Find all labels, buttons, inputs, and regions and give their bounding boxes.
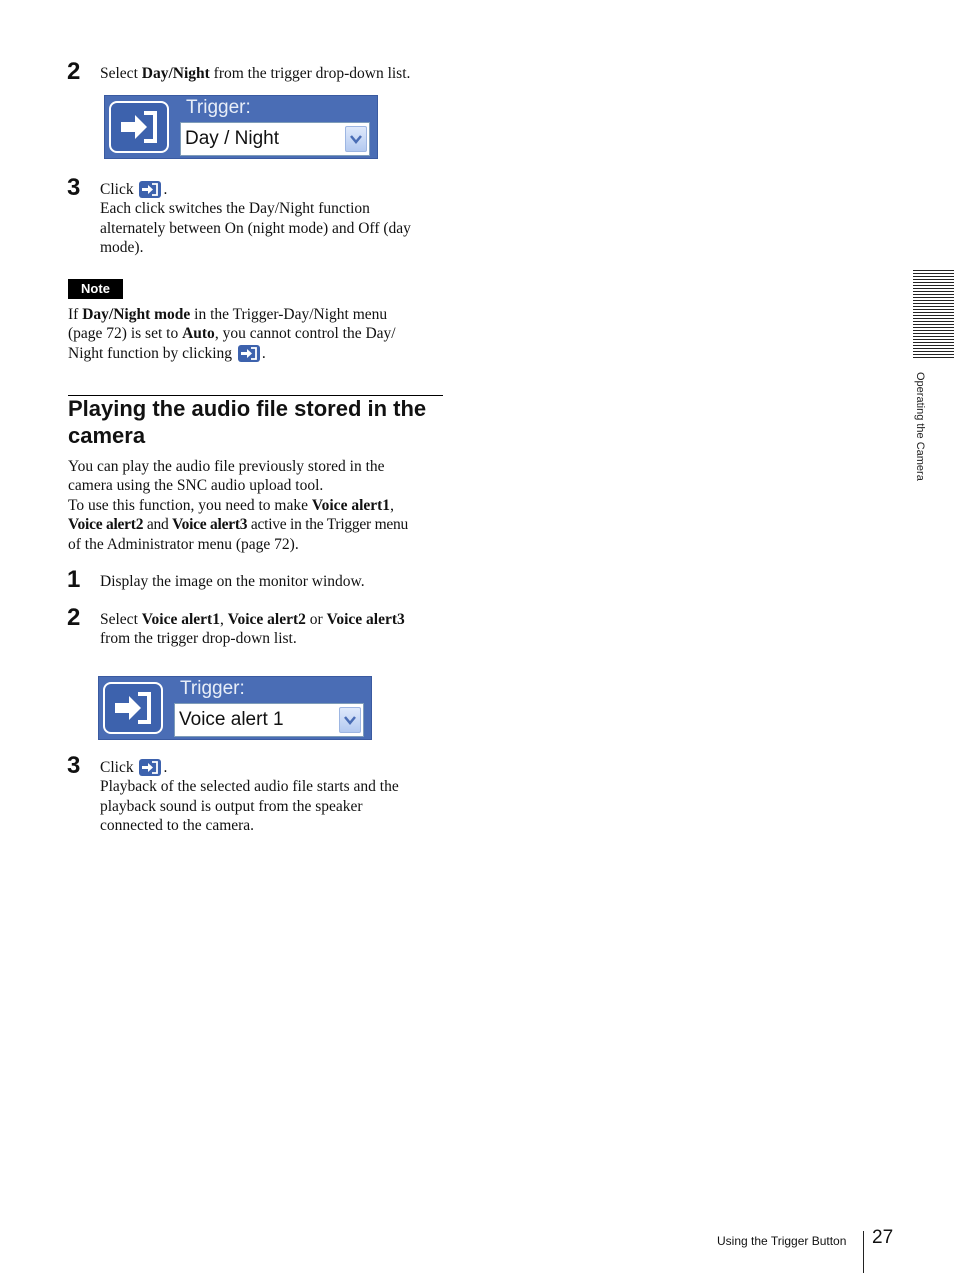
footer-section-title: Using the Trigger Button xyxy=(717,1234,847,1248)
step-bold1: Voice alert1 xyxy=(141,611,220,628)
trigger-panel xyxy=(98,676,372,740)
step-line: Playback of the selected audio file starts and the xyxy=(100,778,399,796)
step-text xyxy=(100,180,411,258)
trigger-arrow-icon xyxy=(111,690,155,726)
step-line: connected to the camera. xyxy=(100,817,255,835)
trigger-label: Trigger: xyxy=(180,678,245,699)
step-text-bold: Day/Night xyxy=(141,65,210,82)
intro-line: of the Administrator menu (page 72). xyxy=(68,535,299,553)
step-bold3: Voice alert3 xyxy=(326,611,405,628)
click-word: Click xyxy=(100,759,134,776)
note-l1-post: in the Trigger-Day/Night menu xyxy=(190,306,388,323)
side-tab-bars xyxy=(913,270,954,360)
step-sep1: , xyxy=(219,611,228,628)
trigger-panel xyxy=(104,95,378,159)
step-number: 3 xyxy=(67,752,81,779)
trigger-button-icon xyxy=(139,759,161,776)
section-title xyxy=(68,395,448,449)
note-l1-bold: Day/Night mode xyxy=(82,306,191,323)
step-line: playback sound is output from the speaker xyxy=(100,797,363,815)
step-line: from the trigger drop-down list. xyxy=(100,630,297,648)
step-text: Display the image on the monitor window. xyxy=(100,573,365,590)
intro-line: camera using the SNC audio upload tool. xyxy=(68,477,324,495)
trigger-button-icon xyxy=(139,181,161,198)
chevron-down-icon[interactable] xyxy=(345,126,367,152)
step-number: 2 xyxy=(67,604,81,631)
intro-l4-bold2: Voice alert3 xyxy=(172,516,248,534)
side-chapter-label: Operating the Camera xyxy=(914,372,926,481)
step-line: alternately between On (night mode) and Off (day xyxy=(100,219,411,237)
step-text-pre: Select xyxy=(100,65,142,82)
step-pre: Select xyxy=(100,611,142,628)
section-title-line: camera xyxy=(68,423,146,448)
step-text xyxy=(100,758,399,836)
note-l3: Night function by clicking xyxy=(68,344,233,362)
intro-l4-bold1: Voice alert2 xyxy=(68,516,144,534)
step-bold2: Voice alert2 xyxy=(227,611,306,628)
step-number: 3 xyxy=(67,174,81,201)
trigger-dropdown[interactable] xyxy=(174,703,364,737)
period: . xyxy=(163,759,168,776)
footer-divider xyxy=(863,1231,864,1273)
step-number: 1 xyxy=(67,566,81,593)
intro-l4-mid: and xyxy=(143,516,173,534)
period: . xyxy=(163,181,168,198)
note-l2-pre: (page 72) is set to xyxy=(68,325,183,343)
period: . xyxy=(261,344,266,362)
section-title-line: Playing the audio file stored in the xyxy=(68,396,427,421)
step-text xyxy=(100,64,410,83)
intro-line: You can play the audio file previously stored in the xyxy=(68,458,385,475)
trigger-button[interactable] xyxy=(103,682,163,734)
chevron-down-icon[interactable] xyxy=(339,707,361,733)
trigger-label: Trigger: xyxy=(186,97,251,118)
step-line: mode). xyxy=(100,239,144,257)
trigger-arrow-icon xyxy=(117,109,161,145)
step-number: 2 xyxy=(67,58,81,85)
trigger-button[interactable] xyxy=(109,101,169,153)
intro-l3-pre: To use this function, you need to make xyxy=(68,496,312,514)
intro-l3-bold: Voice alert1 xyxy=(311,496,391,514)
click-word: Click xyxy=(100,181,134,198)
note-badge: Note xyxy=(68,279,123,299)
note-text xyxy=(68,305,396,363)
note-l2-post: , you cannot control the Day/ xyxy=(214,325,396,343)
intro-l3-post: , xyxy=(390,496,394,514)
step-sep2: or xyxy=(305,611,327,628)
intro-text xyxy=(68,457,408,554)
note-l1-pre: If xyxy=(68,306,83,323)
page-number: 27 xyxy=(872,1227,894,1248)
trigger-dropdown-value: Voice alert 1 xyxy=(179,709,284,730)
trigger-dropdown[interactable] xyxy=(180,122,370,156)
trigger-dropdown-value: Day / Night xyxy=(185,128,279,149)
step-text-post: from the trigger drop-down list. xyxy=(209,65,411,82)
step-line: Each click switches the Day/Night function xyxy=(100,200,370,218)
note-l2-bold: Auto xyxy=(182,325,215,343)
step-text xyxy=(100,610,405,649)
intro-l4-post: active in the Trigger menu xyxy=(247,516,409,534)
trigger-button-icon xyxy=(238,345,260,362)
